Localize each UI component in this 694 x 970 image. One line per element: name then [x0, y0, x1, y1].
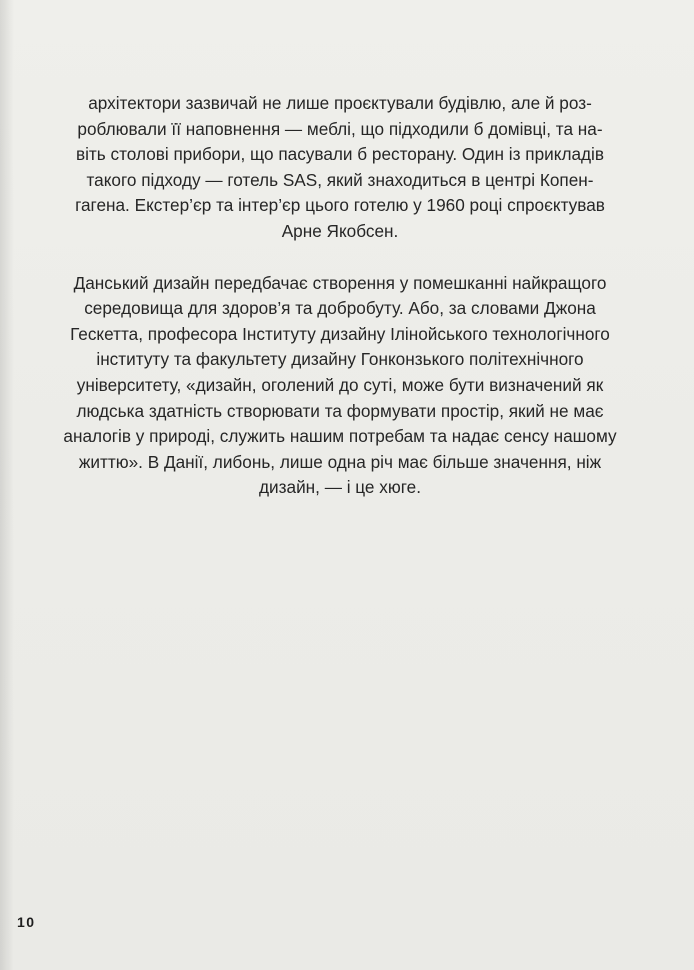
text-line: інституту та факультету дизайну Гонконзького політехнічного	[96, 349, 584, 370]
paragraph-2	[60, 271, 620, 501]
text-line: університету, «дизайн, оголений до суті, може бути визначений як	[76, 374, 604, 395]
paragraph-spacer	[60, 245, 620, 271]
text-line: віть столові прибори, що пасували б ресторану. Один із прикладів	[75, 144, 605, 165]
spine-shadow	[0, 0, 14, 970]
text-line: гагена. Екстер’єр та інтер’єр цього готелю у 1960 році спроєктував	[75, 195, 605, 216]
text-line: дизайн, — і це хюге.	[259, 477, 421, 498]
paragraph-1	[60, 91, 620, 245]
text-line: Гескетта, професора Інституту дизайну Ілінойського технологічного	[70, 323, 610, 344]
body-text	[60, 91, 620, 501]
text-line: людська здатність створювати та формувати простір, який не має	[76, 400, 604, 421]
text-line: Арне Якобсен.	[281, 220, 399, 241]
text-line: середовища для здоров’я та добробуту. Або, за словами Джона	[84, 298, 596, 319]
text-line: Данський дизайн передбачає створення у помешканні найкращого	[73, 272, 607, 293]
text-line: життю». В Данії, либонь, лише одна річ має більше значення, ніж	[78, 451, 602, 472]
text-line: аналогів у природі, служить нашим потребам та надає сенсу нашому	[63, 426, 617, 447]
text-line: архітектори зазвичай не лише проєктували будівлю, але й роз-	[88, 93, 592, 113]
text-line: роблювали її наповнення — меблі, що підходили б домівці, та на-	[77, 118, 603, 139]
page-number: 10	[17, 914, 36, 930]
text-line: такого підходу — готель SAS, який знаходиться в центрі Копен-	[86, 169, 594, 190]
